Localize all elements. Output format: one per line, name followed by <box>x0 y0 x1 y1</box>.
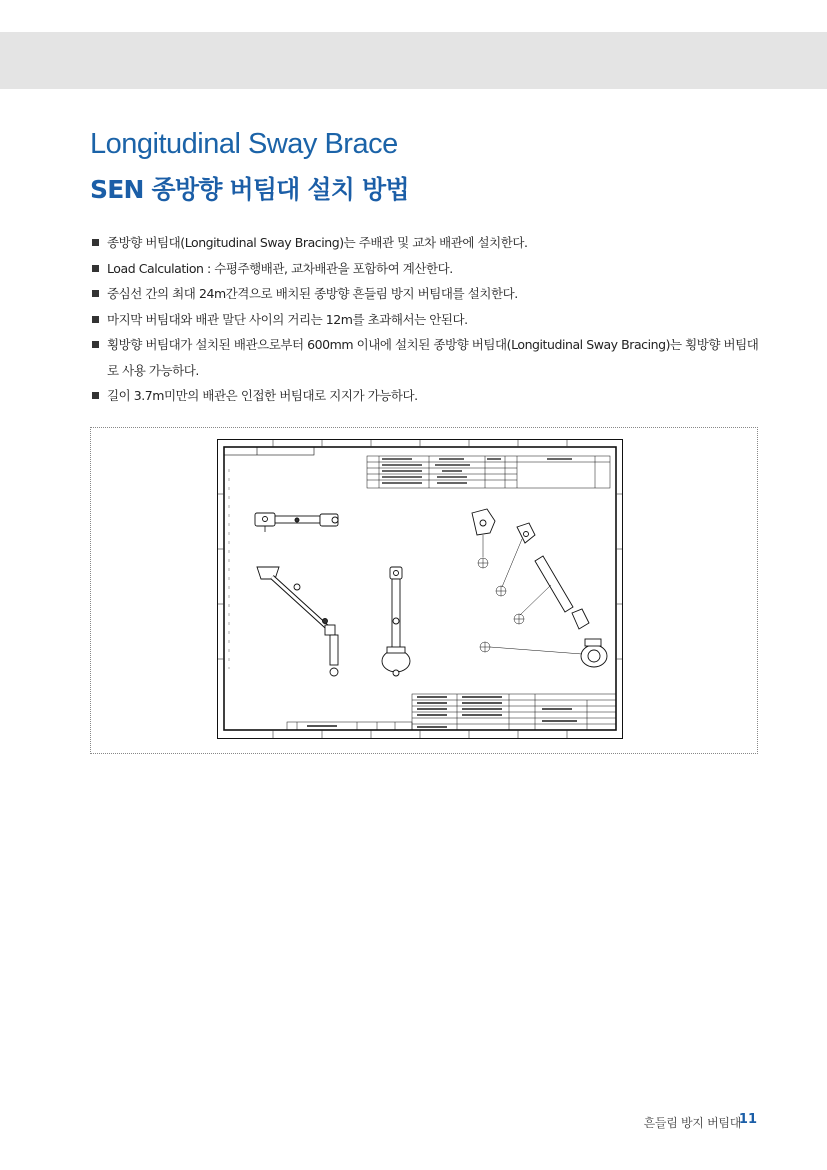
square-bullet-icon <box>92 316 99 323</box>
square-bullet-icon <box>92 265 99 272</box>
bullet-text: Load Calculation : 수평주행배관, 교차배관을 포함하여 계산한다. <box>107 260 453 276</box>
bullet-item <box>92 332 767 383</box>
square-bullet-icon <box>92 341 99 348</box>
bullet-item <box>92 307 767 333</box>
bullet-list <box>92 230 767 409</box>
bullet-text: 중심선 간의 최대 24m간격으로 배치된 종방향 흔들림 방지 버팀대를 설치한다. <box>107 286 518 301</box>
square-bullet-icon <box>92 239 99 246</box>
bullet-text: 길이 3.7m미만의 배관은 인접한 버팀대로 지지가 가능하다. <box>107 388 418 403</box>
bullet-item <box>92 256 767 282</box>
bullet-text: 횡방향 버팀대가 설치된 배관으로부터 600mm 이내에 설치된 종방향 버팀대(Longitudinal Sway Bracing)는 횡방향 버팀대로 사용 가능하다. <box>107 337 759 378</box>
square-bullet-icon <box>92 392 99 399</box>
technical-drawing <box>217 439 623 739</box>
bullet-text: 마지막 버팀대와 배관 말단 사이의 거리는 12m를 초과해서는 안된다. <box>107 311 468 327</box>
page-number: 11 <box>738 1112 757 1127</box>
header-band <box>0 32 827 89</box>
footer-section-title: 흔들림 방지 버팀대 <box>643 1116 741 1130</box>
bullet-item <box>92 383 767 409</box>
square-bullet-icon <box>92 290 99 297</box>
page-title-korean: SEN 종방향 버팀대 설치 방법 <box>90 175 409 204</box>
bullet-item <box>92 281 767 307</box>
bullet-text: 종방향 버팀대(Longitudinal Sway Bracing)는 주배관 및 교차 배관에 설치한다. <box>107 235 528 250</box>
bullet-item <box>92 230 767 256</box>
page-title-english: Longitudinal Sway Brace <box>90 128 398 160</box>
